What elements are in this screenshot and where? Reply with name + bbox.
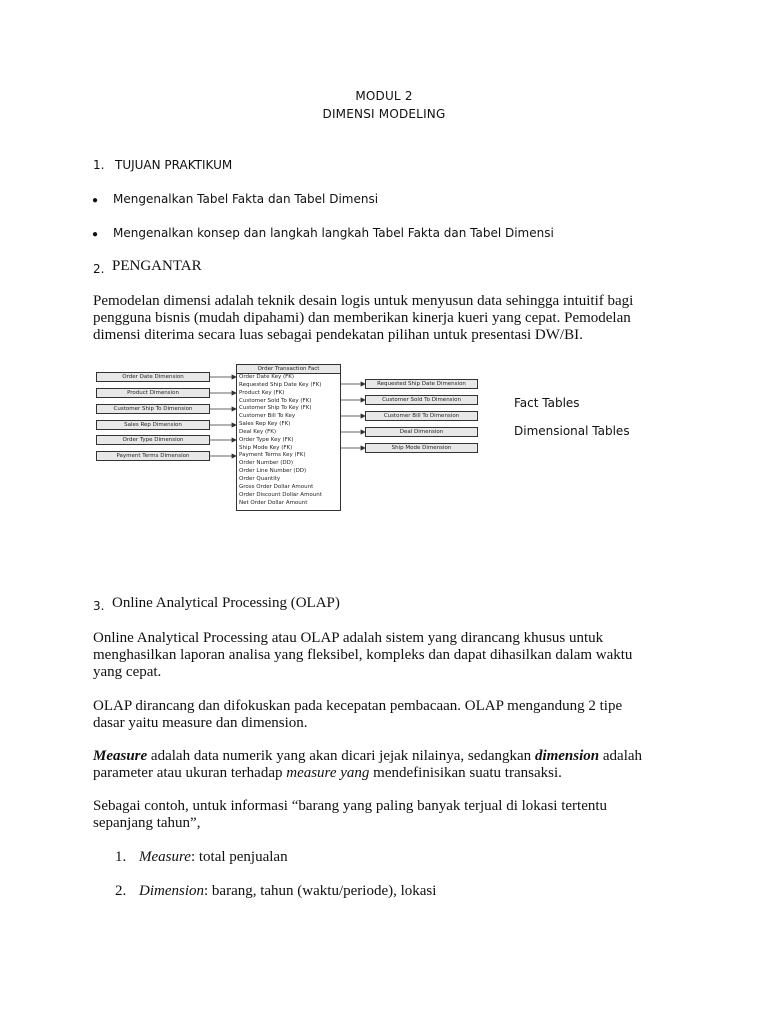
dimension-table: Customer Ship To Dimension	[96, 404, 210, 414]
dimension-table: Deal Dimension	[365, 427, 478, 437]
dimension-table: Order Type Dimension	[96, 435, 210, 445]
fact-column: Deal Key (FK)	[239, 428, 277, 435]
fact-column: Net Order Dollar Amount	[239, 499, 308, 506]
fact-column: Requested Ship Date Key (FK)	[239, 381, 322, 388]
paragraph-line: Pemodelan dimensi adalah teknik desain logis untuk menyusun data sehingga intuitif bagi	[93, 293, 634, 309]
list-item-dimension	[139, 883, 436, 900]
paragraph-line: Sebagai contoh, untuk informasi “barang yang paling banyak terjual di lokasi tertentu	[93, 798, 608, 814]
intro-paragraph	[93, 293, 693, 344]
paragraph-text: adalah data numerik yang akan dicari jejak nilainya, sedangkan	[147, 748, 535, 764]
objective-item-2: Mengenalkan konsep dan langkah langkah Tabel Fakta dan Tabel Dimensi	[113, 226, 554, 240]
dimension-table: Ship Mode Dimension	[365, 443, 478, 453]
paragraph-line: dimensi diterima secara luas sebagai pendekatan pilihan untuk presentasi DW/BI.	[93, 327, 583, 343]
paragraph-line: OLAP dirancang dan difokuskan pada kecepatan pembacaan. OLAP mengandung 2 tipe	[93, 698, 623, 714]
list-text: : total penjualan	[190, 849, 288, 865]
list-number: 1.	[115, 849, 127, 865]
fact-column: Customer Sold To Key (FK)	[239, 397, 312, 404]
section2-number: 2.	[93, 262, 105, 276]
legend-dimensional-tables: Dimensional Tables	[514, 424, 630, 438]
bullet-icon: ●	[92, 195, 99, 206]
fact-column: Product Key (FK)	[239, 389, 285, 396]
olap-types-paragraph	[93, 698, 693, 732]
list-term: Measure	[139, 849, 191, 865]
paragraph-line	[93, 765, 693, 782]
section3-number: 3.	[93, 599, 105, 613]
fact-column: Ship Mode Key (FK)	[239, 444, 293, 451]
fact-column: Payment Terms Key (FK)	[239, 452, 306, 459]
paragraph-line: dasar yaitu measure dan dimension.	[93, 715, 308, 731]
fact-column: Customer Bill To Key	[239, 413, 296, 420]
list-text: : barang, tahun (waktu/periode), lokasi	[204, 883, 437, 899]
example-paragraph	[93, 798, 693, 832]
fact-table	[236, 364, 341, 511]
objective-item-1: Mengenalkan Tabel Fakta dan Tabel Dimensi	[113, 192, 379, 206]
dimension-table: Product Dimension	[96, 388, 210, 398]
bullet-icon: ●	[92, 229, 99, 240]
dimension-table: Sales Rep Dimension	[96, 420, 210, 430]
paragraph-line: yang cepat.	[93, 664, 162, 680]
dimension-table: Requested Ship Date Dimension	[365, 379, 478, 389]
fact-column: Gross Order Dollar Amount	[239, 483, 314, 490]
dimension-table: Customer Bill To Dimension	[365, 411, 478, 421]
module-title: DIMENSI MODELING	[322, 107, 446, 121]
list-term: Dimension	[139, 883, 204, 899]
paragraph-line: pengguna bisnis (mudah dipahami) dan memberikan kinerja kueri yang cepat. Pemodelan	[93, 310, 631, 326]
dimension-table: Order Date Dimension	[96, 372, 210, 382]
fact-column: Customer Ship To Key (FK)	[239, 405, 312, 412]
measure-dimension-paragraph	[93, 748, 693, 782]
olap-definition-paragraph	[93, 630, 693, 681]
section1-heading: TUJUAN PRAKTIKUM	[115, 158, 233, 172]
paragraph-line: Online Analytical Processing atau OLAP adalah sistem yang dirancang khusus untuk	[93, 630, 604, 646]
fact-column: Sales Rep Key (FK)	[239, 421, 291, 428]
legend-fact-tables: Fact Tables	[514, 396, 580, 410]
dimension-table: Payment Terms Dimension	[96, 451, 210, 461]
measure-term: Measure	[93, 748, 148, 764]
module-number: MODUL 2	[355, 89, 413, 103]
paragraph-line: menghasilkan laporan analisa yang fleksibel, kompleks dan dapat dihasilkan dalam waktu	[93, 647, 633, 663]
paragraph-line	[93, 748, 693, 765]
paragraph-text: adalah	[599, 748, 643, 764]
section1-number: 1.	[93, 158, 105, 172]
fact-column: Order Date Key (FK)	[239, 374, 295, 380]
fact-column: Order Number (DD)	[239, 460, 293, 467]
dimension-term: dimension	[534, 748, 600, 764]
fact-column: Order Discount Dollar Amount	[239, 491, 322, 498]
fact-column: Order Line Number (DD)	[239, 468, 307, 475]
paragraph-text: parameter atau ukuran terhadap	[93, 765, 287, 781]
list-item-measure	[139, 849, 288, 866]
section3-heading: Online Analytical Processing (OLAP)	[112, 595, 340, 611]
fact-column: Order Quantity	[239, 475, 281, 482]
section2-heading: PENGANTAR	[112, 258, 202, 274]
paragraph-text: mendefinisikan suatu transaksi.	[369, 765, 562, 781]
measure-yang-term: measure yang	[286, 765, 370, 781]
star-schema-diagram	[95, 362, 480, 512]
paragraph-line: sepanjang tahun”,	[93, 815, 201, 831]
list-number: 2.	[115, 883, 127, 899]
fact-column: Order Type Key (FK)	[239, 436, 294, 443]
dimension-table: Customer Sold To Dimension	[365, 395, 478, 405]
fact-table-title: Order Transaction Fact	[237, 365, 340, 374]
